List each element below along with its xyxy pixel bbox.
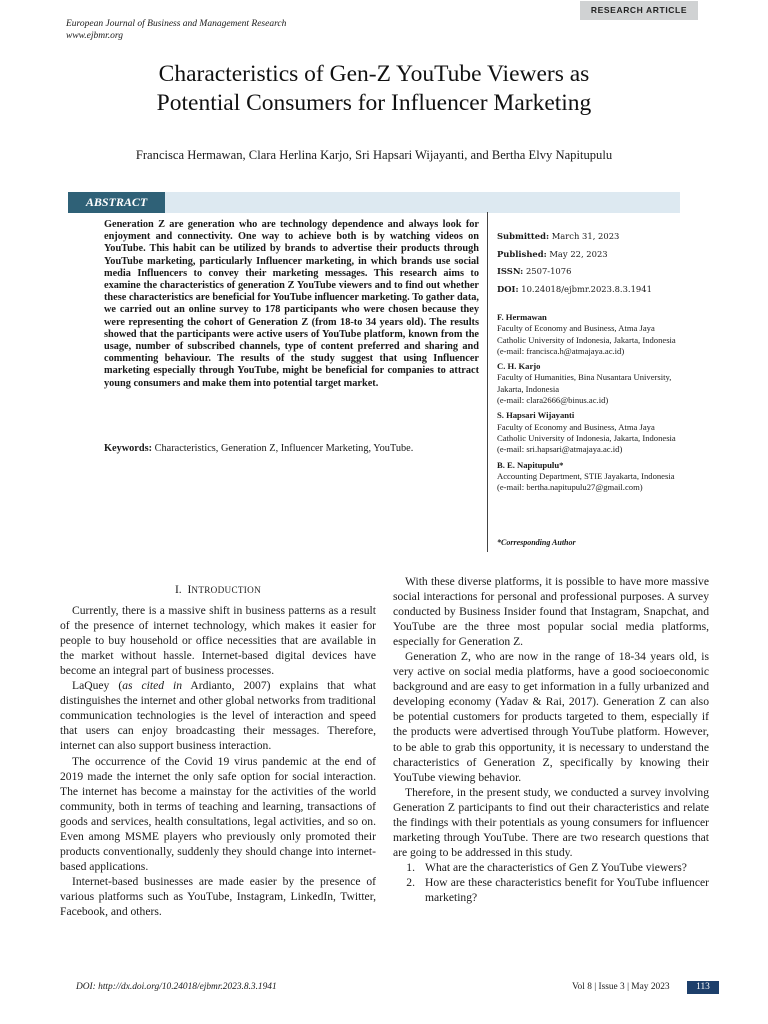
section-heading-introduction xyxy=(60,582,376,598)
published-label: Published: xyxy=(497,249,547,259)
submitted-date xyxy=(497,231,619,242)
keywords-value: Characteristics, Generation Z, Influencer Marketing, YouTube. xyxy=(154,443,414,454)
issn xyxy=(497,266,571,277)
author-email[interactable]: (e-mail: clara2666@binus.ac.id) xyxy=(497,395,609,406)
body-right-column xyxy=(393,574,709,905)
published-date xyxy=(497,249,608,260)
journal-url[interactable]: www.ejbmr.org xyxy=(66,31,124,41)
section-title-rest: NTRODUCTION xyxy=(191,585,262,595)
author-email[interactable]: (e-mail: francisca.h@atmajaya.ac.id) xyxy=(497,345,625,356)
list-text: What are the characteristics of Gen Z YouTube viewers? xyxy=(425,860,687,874)
doi-label: DOI: xyxy=(497,284,519,294)
list-number: 1. xyxy=(406,860,415,874)
affiliation-entry xyxy=(497,361,685,406)
affiliation-entry xyxy=(497,312,685,357)
list-item xyxy=(393,860,709,875)
list-item xyxy=(393,875,709,905)
footer-volume: Vol 8 | Issue 3 | May 2023 xyxy=(572,982,670,992)
article-type-badge: RESEARCH ARTICLE xyxy=(580,1,698,20)
submitted-label: Submitted: xyxy=(497,231,550,241)
paragraph: With these diverse platforms, it is possible to have more massive social interactions for personal and professional purposes. A survey conducted by Business Insider found that Instagram, Snapchat, and YouTube are the three most popular social media platforms, especially for Generation Z. xyxy=(393,575,709,649)
author-name: S. Hapsari Wijayanti xyxy=(497,410,575,421)
affiliation-entry xyxy=(497,410,685,455)
citation-phrase: as cited in xyxy=(122,679,183,693)
list-text: How are these characteristics benefit for YouTube influencer marketing? xyxy=(425,875,709,904)
keywords xyxy=(104,443,484,455)
paragraph: The occurrence of the Covid 19 virus pandemic at the end of 2019 made the internet the only safe option for social interaction. The internet has become a mainstay for the activities of the world community, both in terms of teaching and learning, transactions of goods and services, health consultations, legal activities, and so on. Even among MSME players who previously only promoted their products conventionally, suddenly they should change into internet-based applications. xyxy=(60,754,376,873)
author-affiliation: Faculty of Economy and Business, Atma Jaya Catholic University of Indonesia, Jakarta, Indonesia xyxy=(497,421,676,443)
journal-name: European Journal of Business and Management Research xyxy=(66,19,287,29)
author-name: B. E. Napitupulu* xyxy=(497,459,564,470)
paragraph: Generation Z, who are now in the range of 18-34 years old, is very active on social media platforms, have a good socioeconomic background and are easy to get information in a fully urbanized and developing economy (Yadav & Rai, 2017). Generation Z can also be potential customers for products targeted to them, especially if the products were advertised through YouTube platform. However, to be able to grab this opportunity, it is necessary to understand the characteristics of Generation Z, specifically by knowing their YouTube viewing behavior. xyxy=(393,650,709,784)
author-affiliation: Accounting Department, STIE Jayakarta, Indonesia xyxy=(497,470,675,481)
page-number: 113 xyxy=(687,981,719,994)
footer-doi-link[interactable]: DOI: http://dx.doi.org/10.24018/ejbmr.2023.8.3.1941 xyxy=(76,982,277,992)
doi xyxy=(497,284,652,295)
abstract-text: Generation Z are generation who are technology dependence and always look for enjoyment and connectivity. One way to achieve both is by watching videos on YouTube. This habit can be utilized by brands to advertise their products through YouTube marketing, particularly Influencer marketing, in which brands use social media Influencers to convey their marketing messages. This research aims to examine the characteristics of generation Z YouTube viewers and to find out whether these characteristics are beneficial for YouTube influencer marketing. To gather data, we carried out an online survey to 178 participants who were chosen because they were representing the cohort of Generation Z (from 18-to 34 years old). The results showed that the participants were active users of YouTube platform, known from the usage, number of subscribed channels, type of content preferred and sharing and commenting behaviour. The results of the study suggest that using Influencer marketing especially through YouTube, might be beneficial for companies to attract young consumers and make them into potential target market. xyxy=(104,219,479,389)
author-list: Francisca Hermawan, Clara Herlina Karjo, Sri Hapsari Wijayanti, and Bertha Elvy Napitupulu xyxy=(135,148,613,162)
section-title-initial: I xyxy=(187,583,192,596)
issn-value: 2507-1076 xyxy=(525,266,572,276)
paragraph: Internet-based businesses are made easier by the presence of various platforms such as YouTube, Instagram, LinkedIn, Twitter, Facebook, and others. xyxy=(60,874,376,918)
author-name: C. H. Karjo xyxy=(497,361,541,372)
list-number: 2. xyxy=(406,875,415,889)
paragraph xyxy=(60,678,376,753)
paragraph: Currently, there is a massive shift in business patterns as a result of the presence of internet technology, which makes it easier for people to buy household or office necessities that are available in the market without hassle. Internet-based digital devices have become an integral part of business processes. xyxy=(60,604,376,678)
paragraph: Therefore, in the present study, we conducted a survey involving Generation Z participants to find out their characteristics and relate the findings with their potentials as young consumers for influencer marketing through YouTube. There are two research questions that are going to be addressed in this study. xyxy=(393,785,709,859)
title-line-2: Potential Consumers for Influencer Marketing xyxy=(156,90,592,116)
corresponding-author-note: *Corresponding Author xyxy=(497,538,576,547)
author-email[interactable]: (e-mail: bertha.napitupulu27@gmail.com) xyxy=(497,482,643,493)
author-affiliation: Faculty of Economy and Business, Atma Jaya Catholic University of Indonesia, Jakarta, Indonesia xyxy=(497,323,676,345)
author-affiliation: Faculty of Humanities, Bina Nusantara University, Jakarta, Indonesia xyxy=(497,372,672,394)
author-email[interactable]: (e-mail: sri.hapsari@atmajaya.ac.id) xyxy=(497,444,623,455)
issn-label: ISSN: xyxy=(497,266,524,276)
body-left-column xyxy=(60,582,376,919)
research-questions xyxy=(393,860,709,905)
title-line-1: Characteristics of Gen-Z YouTube Viewers as xyxy=(158,61,590,87)
article-title xyxy=(60,60,688,118)
author-name: F. Hermawan xyxy=(497,312,547,322)
keywords-label: Keywords: xyxy=(104,443,153,454)
paragraph-start: LaQuey ( xyxy=(72,679,123,693)
published-value: May 22, 2023 xyxy=(549,249,608,259)
abstract-label: ABSTRACT xyxy=(68,192,165,213)
affiliations xyxy=(497,312,685,493)
submitted-value: March 31, 2023 xyxy=(551,231,620,241)
section-numeral: I. xyxy=(174,583,182,596)
column-divider xyxy=(487,212,488,552)
affiliation-entry xyxy=(497,460,685,494)
doi-value[interactable]: 10.24018/ejbmr.2023.8.3.1941 xyxy=(521,284,652,294)
journal-header xyxy=(66,18,286,42)
paragraph-rest: Ardianto, 2007) explains that what distinguishes the internet and other global networks from traditional communication technologies is the level of interaction and speed that users can enjoy broadcasting their messages. Therefore, internet can also support business interaction. xyxy=(60,679,376,753)
